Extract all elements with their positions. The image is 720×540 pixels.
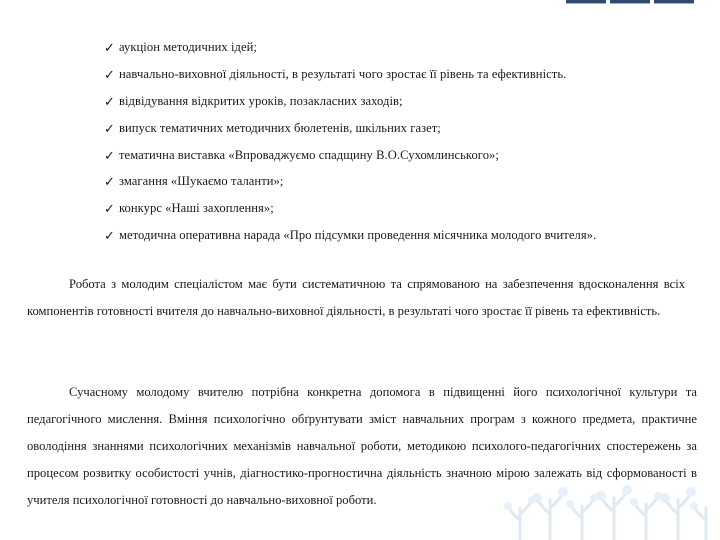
check-icon: ✓ bbox=[104, 120, 115, 136]
list-item-text: аукціон методичних ідей; bbox=[119, 39, 257, 54]
decorative-sprouts bbox=[500, 470, 720, 540]
check-icon: ✓ bbox=[104, 39, 115, 55]
header-tabs bbox=[566, 0, 694, 4]
check-icon: ✓ bbox=[104, 201, 115, 217]
paragraph bbox=[27, 271, 685, 325]
list-item bbox=[104, 222, 596, 249]
list-item bbox=[104, 195, 596, 222]
list-item bbox=[104, 142, 596, 169]
list-item bbox=[104, 34, 596, 61]
check-icon: ✓ bbox=[104, 174, 115, 190]
list-item bbox=[104, 115, 596, 142]
list-item bbox=[104, 88, 596, 115]
header-tab bbox=[654, 0, 694, 4]
list-item-text: конкурс «Наші захоплення»; bbox=[119, 201, 274, 216]
bullet-list bbox=[104, 34, 596, 249]
list-item-text: змагання «Шукаємо таланти»; bbox=[119, 174, 284, 189]
check-icon: ✓ bbox=[104, 228, 115, 244]
list-item-text: випуск тематичних методичних бюлетенів, шкільних газет; bbox=[119, 120, 441, 135]
paragraph-text: Сучасному молодому вчителю потрібна конкретна допомога в підвищенні його психологічної культури та педагогічного мислення. Вміння психологічно обґрунтувати зміст навчальних програм з кожного предмета, практичне оволодіння знаннями психологічних механізмів навчальної роботи, методикою психолого-педагогічних спостережень за процесом розвитку особистості учнів, діагностико-прогностична діяльність значною мірою залежать від сформованості в учителя психологічної готовності до навчально-виховної роботи. bbox=[27, 385, 697, 507]
list-item-text: навчально-виховної діяльності, в результаті чого зростає її рівень та ефективність. bbox=[119, 66, 567, 81]
check-icon: ✓ bbox=[104, 147, 115, 163]
header-tab bbox=[566, 0, 606, 4]
header-tab bbox=[610, 0, 650, 4]
paragraph-text: Робота з молодим спеціалістом має бути систематичною та спрямованою на забезпечення вдосконалення всіх компонентів готовності вчителя до навчально-виховної діяльності, в результаті чого зростає її рівень та ефективність. bbox=[27, 277, 685, 318]
check-icon: ✓ bbox=[104, 93, 115, 109]
check-icon: ✓ bbox=[104, 66, 115, 82]
list-item bbox=[104, 168, 596, 195]
list-item bbox=[104, 61, 596, 88]
list-item-text: тематична виставка «Впроваджуємо спадщину В.О.Сухомлинського»; bbox=[119, 147, 499, 162]
list-item-text: методична оперативна нарада «Про підсумки проведення місячника молодого вчителя». bbox=[119, 228, 597, 243]
list-item-text: відвідування відкритих уроків, позакласних заходів; bbox=[119, 93, 403, 108]
